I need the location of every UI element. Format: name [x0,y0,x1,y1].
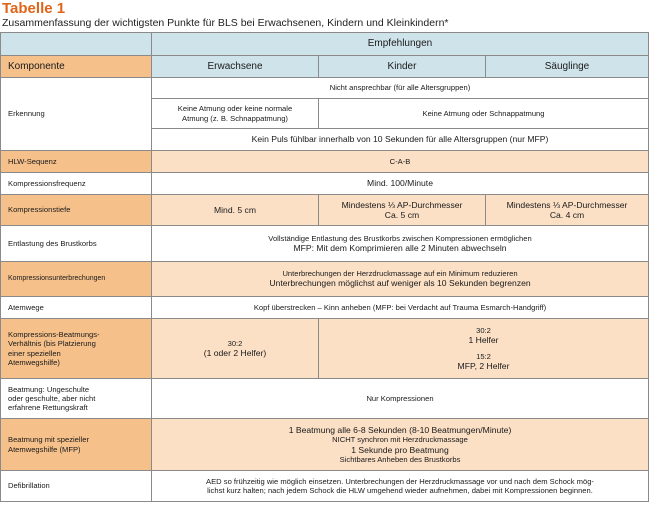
entlastung-line1: Vollständige Entlastung des Brustkorbs zwischen Kompressionen ermöglichen [268,233,532,243]
label-verhaeltnis [1,319,152,379]
kompressionstiefe-kinder [319,195,486,226]
verhaeltnis-kinder-helfer2: MFP, 2 Helfer [457,360,510,371]
erkennung-kein-puls: Kein Puls fühlbar innerhalb von 10 Sekunden für alle Altersgruppen (nur MFP) [152,129,649,151]
label-kompressionstiefe: Kompressionstiefe [1,195,152,226]
defibrillation-line2: lichst kurz halten; nach jedem Schock die HLW umgehend wieder aufnehmen, dabei mit Kompressionen beginnen. [207,486,593,495]
verhaeltnis-kinder-ratio1: 30:2 [476,326,491,336]
kompressionstiefe-kinder-line1: Mindestens ⅓ AP-Durchmesser [341,199,463,210]
table-row [1,262,649,297]
verhaeltnis-erwachsene-ratio: 30:2 [227,338,243,348]
table-row [1,379,649,419]
label-atemwege: Atemwege [1,297,152,319]
verhaeltnis-erwachsene-helfer: (1 oder 2 Helfer) [203,347,267,358]
table-row [1,78,649,99]
verhaeltnis-kinder-helfer1: 1 Helfer [468,335,499,346]
label-kompressionsunterbrechungen: Kompressionsunterbrechungen [1,262,152,297]
spezielle-line3: 1 Sekunde pro Beatmung [351,444,449,455]
kompressionstiefe-saeuglinge-line1: Mindestens ⅓ AP-Durchmesser [506,199,628,210]
hlw-sequenz-value: C-A-B [152,151,649,173]
table-row [1,195,649,226]
spezielle-line1: 1 Beatmung alle 6-8 Sekunden (8-10 Beatmungen/Minute) [288,425,512,436]
kompressionstiefe-saeuglinge-line2: Ca. 4 cm [549,210,585,220]
kompressionstiefe-kinder-line2: Ca. 5 cm [384,210,420,220]
defibrillation-line1: AED so frühzeitig wie möglich einsetzen. Unterbrechungen der Herzdruckmassage vor und nach dem Schock mög- [206,476,594,486]
header-corner [1,33,152,56]
label-spezielle-atemwegshilfe [1,419,152,471]
spezielle-label-line1: Beatmung mit spezieller [8,435,90,445]
table-row [1,33,649,56]
table-row [1,471,649,502]
table-row [1,319,649,379]
table-row [1,419,649,471]
kompressionsfrequenz-value: Mind. 100/Minute [152,173,649,195]
ungeschult-value: Nur Kompressionen [152,379,649,419]
atemwege-value: Kopf überstrecken – Kinn anheben (MFP: bei Verdacht auf Trauma Esmarch-Handgriff) [152,297,649,319]
header-erwachsene: Erwachsene [152,56,319,78]
kompressionstiefe-saeuglinge [486,195,649,226]
unterbrechungen-line2: Unterbrechungen möglichst auf weniger als 10 Sekunden begrenzen [269,278,531,289]
bls-summary-table [0,32,649,502]
table-row [1,151,649,173]
header-saeuglinge: Säuglinge [486,56,649,78]
header-kinder: Kinder [319,56,486,78]
erkennung-erwachsene-line1: Keine Atmung oder keine normale [177,104,293,114]
erkennung-nicht-ansprechbar: Nicht ansprechbar (für alle Altersgruppen) [152,78,649,99]
erkennung-erwachsene-line2: Atmung (z. B. Schnappatmung) [182,113,288,123]
kompressionstiefe-erwachsene: Mind. 5 cm [152,195,319,226]
verhaeltnis-kinder-saeuglinge [319,319,649,379]
table-title: Tabelle 1 [2,0,66,17]
entlastung-line2: MFP: Mit dem Komprimieren alle 2 Minuten abwechseln [293,242,507,253]
verhaeltnis-label-line3: einer speziellen [8,348,61,358]
table-row [1,56,649,78]
erkennung-erwachsene [152,99,319,129]
verhaeltnis-kinder-ratio2: 15:2 [476,351,491,361]
table-row [1,173,649,195]
ungeschult-label-line2: oder geschulte, aber nicht [8,393,96,403]
label-entlastung: Entlastung des Brustkorbs [1,226,152,262]
verhaeltnis-label-line2: Verhältnis (bis Platzierung [8,339,96,349]
table-row [1,226,649,262]
unterbrechungen-value [152,262,649,297]
label-kompressionsfrequenz: Kompressionsfrequenz [1,173,152,195]
label-defibrillation: Defibrillation [1,471,152,502]
erkennung-kinder-saeuglinge: Keine Atmung oder Schnappatmung [319,99,649,129]
entlastung-value [152,226,649,262]
label-erkennung: Erkennung [1,78,152,151]
ungeschult-label-line3: erfahrene Rettungskraft [8,403,88,413]
label-ungeschult [1,379,152,419]
header-komponente: Komponente [1,56,152,78]
label-hlw-sequenz: HLW-Sequenz [1,151,152,173]
spezielle-line4: Sichtbares Anheben des Brustkorbs [339,454,461,464]
table-subtitle: Zusammenfassung der wichtigsten Punkte für BLS bei Erwachsenen, Kindern und Kleinkindern* [2,17,449,29]
defibrillation-value [152,471,649,502]
spezielle-label-line2: Atemwegshilfe (MFP) [8,444,81,454]
spezielle-value [152,419,649,471]
verhaeltnis-erwachsene [152,319,319,379]
header-empfehlungen: Empfehlungen [152,33,649,56]
ungeschult-label-line1: Beatmung: Ungeschulte [8,384,90,394]
verhaeltnis-label-line1: Kompressions-Beatmungs- [8,330,100,340]
verhaeltnis-label-line4: Atemwegshilfe) [8,357,60,367]
spezielle-line2: NICHT synchron mit Herzdruckmassage [332,435,468,445]
unterbrechungen-line1: Unterbrechungen der Herzdruckmassage auf ein Minimum reduzieren [282,269,518,279]
table-row [1,297,649,319]
